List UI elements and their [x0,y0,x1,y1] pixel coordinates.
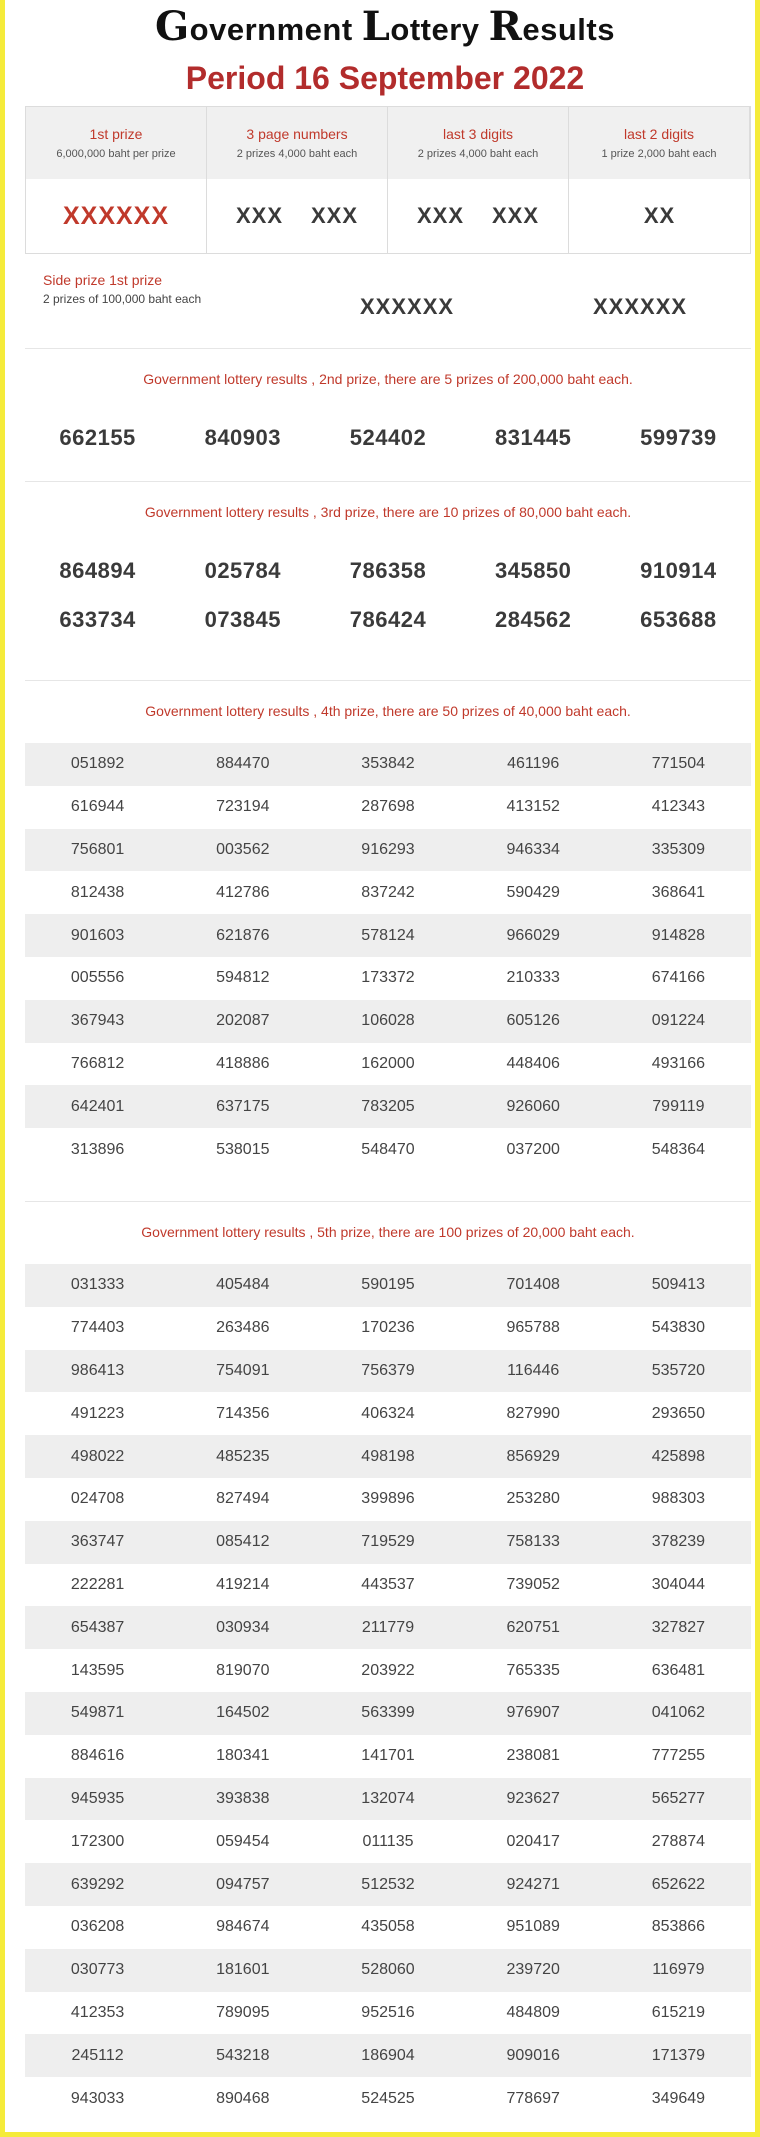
lottery-number: 287698 [361,798,415,816]
lottery-number: 419214 [216,1575,270,1593]
lottery-number: 412353 [70,2003,125,2021]
lottery-number: 853866 [651,1918,706,1936]
front3-value-cell [207,179,388,254]
third-prize-number: 786424 [349,607,427,632]
last3-header [388,107,569,179]
third-prize-number: 284562 [494,607,572,632]
lottery-number: 565277 [651,1789,706,1807]
second-prize-number: 662155 [59,425,136,450]
table-row [25,1992,751,2035]
lottery-number: 890468 [216,2089,270,2107]
lottery-number: 186904 [361,2046,415,2064]
lottery-number: 946334 [506,840,560,858]
lottery-number: 461196 [507,755,560,773]
lottery-number: 988303 [651,1490,706,1508]
lottery-number: 304044 [651,1575,706,1593]
lottery-number: 172300 [70,1832,125,1850]
lottery-number: 263486 [216,1319,270,1337]
lottery-number: 406324 [361,1404,415,1422]
lottery-number: 091224 [651,1012,706,1030]
table-row [25,1085,751,1128]
lottery-number: 766812 [70,1054,125,1072]
lottery-number: 171379 [651,2046,706,2064]
table-row [25,1478,751,1521]
lottery-number: 652622 [651,1875,706,1893]
side-prize-number: XXXXXX [593,294,688,319]
lottery-number: 620751 [506,1618,560,1636]
lottery-number: 238081 [506,1747,560,1765]
lottery-number: 563399 [361,1704,415,1722]
lottery-number: 771504 [651,755,706,773]
lottery-number: 041062 [651,1704,706,1722]
lottery-number: 031333 [70,1276,125,1294]
last3-number: XXX [492,203,540,228]
lottery-number: 966029 [506,926,560,944]
table-row [25,1778,751,1821]
lottery-number: 642401 [70,1097,125,1115]
title-initial-l: L [361,3,391,50]
last2-number: XX [643,203,676,228]
lottery-number: 143595 [70,1661,125,1679]
lottery-number: 984674 [216,1918,270,1936]
lottery-number: 443537 [361,1575,415,1593]
title-initial-r: R [488,3,523,50]
lottery-number: 253280 [506,1490,560,1508]
side-prize-number: XXXXXX [360,294,455,319]
fifth-prize-title: Government lottery results , 5th prize, there are 100 prizes of 20,000 baht each. [141,1224,635,1240]
lottery-number: 030934 [216,1618,270,1636]
table-row [25,1606,751,1649]
lottery-number: 245112 [71,2046,124,2064]
second-prize-row [25,425,751,451]
table-row [25,914,751,957]
lottery-number: 413152 [506,798,560,816]
third-prize-title: Government lottery results , 3rd prize, there are 10 prizes of 80,000 baht each. [144,504,632,520]
lottery-number: 085412 [216,1533,270,1551]
lottery-number: 116979 [652,1961,705,1979]
lottery-number: 484809 [506,2003,560,2021]
table-row [25,1949,751,1992]
lottery-number: 412343 [651,798,706,816]
third-prize-number: 345850 [494,558,572,583]
main-prizes-table [25,106,751,254]
lottery-number: 239720 [506,1961,560,1979]
lottery-number: 774403 [70,1319,125,1337]
table-row [25,1906,751,1949]
lottery-number: 778697 [506,2089,560,2107]
lottery-number: 116446 [507,1361,560,1379]
fourth-prize-table [25,743,751,1171]
lottery-number: 106028 [361,1012,415,1030]
third-prize-number: 633734 [59,607,136,632]
last2-title: last 2 digits [623,126,695,142]
lottery-number: 548364 [651,1140,706,1158]
lottery-number: 901603 [70,926,125,944]
lottery-number: 639292 [70,1875,125,1893]
lottery-number: 719529 [361,1533,415,1551]
table-row [25,1820,751,1863]
front3-sub: 2 prizes 4,000 baht each [236,148,358,160]
lottery-number: 367943 [70,1012,125,1030]
side-prize-title: Side prize 1st prize [43,272,163,288]
second-prize-section [25,349,751,482]
lottery-number: 621876 [216,926,270,944]
lottery-number: 739052 [506,1575,560,1593]
lottery-number: 578124 [361,926,415,944]
lottery-number: 094757 [216,1875,270,1893]
lottery-number: 036208 [70,1918,125,1936]
lottery-number: 590195 [361,1276,415,1294]
last2-value-cell [569,179,750,254]
lottery-number: 605126 [506,1012,560,1030]
lottery-number: 819070 [216,1661,270,1679]
lottery-number: 986413 [70,1361,125,1379]
fifth-prize-section [25,1202,751,2107]
results-content [25,106,751,2107]
table-row [25,1000,751,1043]
lottery-number: 812438 [70,883,125,901]
lottery-number: 498198 [361,1447,415,1465]
lottery-number: 965788 [506,1319,560,1337]
table-row [25,2034,751,2077]
lottery-number: 210333 [506,969,560,987]
lottery-number: 020417 [506,1832,560,1850]
table-row [25,1128,751,1171]
lottery-number: 173372 [361,969,415,987]
last2-sub: 1 prize 2,000 baht each [601,148,717,160]
second-prize-title: Government lottery results , 2nd prize, there are 5 prizes of 200,000 baht each. [143,371,633,387]
lottery-number: 756801 [70,840,125,858]
table-row [25,1692,751,1735]
lottery-number: 538015 [216,1140,270,1158]
second-prize-number: 831445 [494,425,572,450]
lottery-number: 059454 [216,1832,270,1850]
lottery-number: 162000 [361,1054,415,1072]
fourth-prize-title: Government lottery results , 4th prize, there are 50 prizes of 40,000 baht each. [145,703,631,719]
lottery-number: 132074 [361,1789,415,1807]
lottery-number: 418886 [216,1054,270,1072]
lottery-number: 512532 [361,1875,415,1893]
lottery-number: 448406 [506,1054,560,1072]
lottery-number: 916293 [361,840,415,858]
lottery-number: 952516 [361,2003,415,2021]
lottery-number: 524525 [361,2089,415,2107]
front3-header [207,107,388,179]
table-row [25,1564,751,1607]
lottery-number: 827494 [216,1490,270,1508]
first-prize-number: XXXXXX [62,201,170,230]
lottery-number: 535720 [651,1361,706,1379]
lottery-number: 543218 [216,2046,270,2064]
third-prize-number: 025784 [204,558,281,583]
lottery-number: 399896 [361,1490,415,1508]
lottery-number: 548470 [361,1140,415,1158]
lottery-number: 024708 [70,1490,125,1508]
table-row [25,1735,751,1778]
lottery-number: 353842 [361,755,415,773]
second-prize-number: 599739 [640,425,717,450]
lottery-number: 884616 [70,1747,125,1765]
lottery-number: 976907 [506,1704,560,1722]
first-prize-title: 1st prize [89,126,143,142]
lottery-number: 203922 [361,1661,415,1679]
lottery-number: 789095 [216,2003,270,2021]
lottery-number: 754091 [216,1361,270,1379]
lottery-number: 378239 [651,1533,706,1551]
title-part-2: ottery [390,12,489,47]
third-prize-number: 864894 [59,558,136,583]
last3-number: XXX [416,203,464,228]
lottery-number: 293650 [651,1404,706,1422]
lottery-number: 037200 [506,1140,560,1158]
lottery-number: 003562 [216,840,270,858]
table-row [25,871,751,914]
lottery-number: 827990 [506,1404,560,1422]
lottery-number: 412786 [216,883,270,901]
lottery-number: 011135 [362,1832,414,1850]
table-row [25,1392,751,1435]
table-row [25,1649,751,1692]
lottery-number: 590429 [506,883,560,901]
lottery-number: 799119 [652,1097,705,1115]
table-row [25,1521,751,1564]
lottery-number: 180341 [216,1747,270,1765]
lottery-number: 783205 [361,1097,415,1115]
lottery-number: 164502 [216,1704,270,1722]
front3-number: XXX [235,203,283,228]
third-prize-section [25,482,751,681]
lottery-number: 777255 [651,1747,706,1765]
lottery-number: 594812 [216,969,270,987]
lottery-number: 951089 [506,1918,560,1936]
lottery-number: 170236 [361,1319,415,1337]
table-row [25,1435,751,1478]
lottery-number: 714356 [216,1404,270,1422]
lottery-number: 491223 [70,1404,125,1422]
lottery-number: 368641 [651,883,706,901]
third-prize-number: 653688 [640,607,717,632]
table-row [25,1264,751,1307]
lottery-number: 313896 [70,1140,125,1158]
lottery-number: 637175 [216,1097,270,1115]
lottery-number: 616944 [70,798,125,816]
lottery-number: 181601 [216,1961,270,1979]
lottery-number: 051892 [70,755,125,773]
front3-number: XXX [311,203,359,228]
second-prize-number: 840903 [204,425,281,450]
first-prize-header [26,107,207,179]
lottery-number: 723194 [216,798,270,816]
lottery-number: 393838 [216,1789,270,1807]
lottery-number: 335309 [651,840,706,858]
third-prize-number: 073845 [204,607,281,632]
lottery-number: 141701 [361,1747,415,1765]
lottery-number: 756379 [361,1361,415,1379]
lottery-number: 509413 [651,1276,706,1294]
side-prize-section [25,254,751,349]
lottery-number: 528060 [361,1961,415,1979]
lottery-number: 222281 [70,1575,125,1593]
lottery-number: 701408 [506,1276,560,1294]
fifth-prize-table [25,1264,751,2120]
lottery-number: 654387 [70,1618,125,1636]
last3-sub: 2 prizes 4,000 baht each [417,148,539,160]
period-heading: Period 16 September 2022 [185,60,585,96]
first-prize-value-cell [26,179,207,254]
fourth-prize-section [25,681,751,1202]
third-prize-row [25,558,751,584]
lottery-number: 926060 [506,1097,560,1115]
lottery-number: 498022 [70,1447,125,1465]
lottery-number: 909016 [506,2046,560,2064]
lottery-number: 765335 [506,1661,560,1679]
lottery-number: 615219 [651,2003,706,2021]
last3-value-cell [388,179,569,254]
lottery-number: 349649 [651,2089,706,2107]
lottery-number: 923627 [506,1789,560,1807]
third-prize-row [25,607,751,633]
lottery-number: 837242 [361,883,415,901]
lottery-number: 543830 [651,1319,706,1337]
lottery-number: 493166 [651,1054,706,1072]
title-initial-g: G [154,3,190,50]
table-row [25,1307,751,1350]
title-part-3: esults [522,12,615,47]
second-prize-number: 524402 [349,425,427,450]
lottery-number: 674166 [651,969,706,987]
lottery-number: 758133 [506,1533,560,1551]
lottery-number: 405484 [216,1276,270,1294]
last2-header [569,107,750,179]
lottery-number: 884470 [216,755,270,773]
lottery-number: 425898 [651,1447,706,1465]
lottery-number: 924271 [506,1875,560,1893]
table-row [25,1863,751,1906]
lottery-number: 549871 [70,1704,125,1722]
lottery-number: 636481 [651,1661,706,1679]
table-row [25,957,751,1000]
table-row [25,786,751,829]
lottery-number: 943033 [70,2089,125,2107]
lottery-number: 945935 [70,1789,125,1807]
side-prize-sub: 2 prizes of 100,000 baht each [43,292,202,306]
page-title [5,3,760,50]
lottery-number: 327827 [651,1618,706,1636]
lottery-number: 485235 [216,1447,270,1465]
third-prize-number: 786358 [349,558,427,583]
lottery-number: 202087 [216,1012,270,1030]
lottery-number: 914828 [651,926,706,944]
lottery-number: 435058 [361,1918,415,1936]
table-row [25,829,751,872]
lottery-number: 211779 [361,1618,415,1636]
last3-title: last 3 digits [442,126,514,142]
lottery-number: 278874 [651,1832,706,1850]
lottery-number: 005556 [70,969,125,987]
lottery-number: 856929 [506,1447,560,1465]
table-row [25,1043,751,1086]
front3-title: 3 page numbers [246,126,348,142]
title-part-1: overnment [189,12,362,47]
lottery-number: 363747 [70,1533,125,1551]
table-row [25,743,751,786]
table-row [25,2077,751,2120]
table-row [25,1350,751,1393]
first-prize-sub: 6,000,000 baht per prize [56,148,176,160]
lottery-number: 030773 [70,1961,125,1979]
third-prize-number: 910914 [640,558,717,583]
